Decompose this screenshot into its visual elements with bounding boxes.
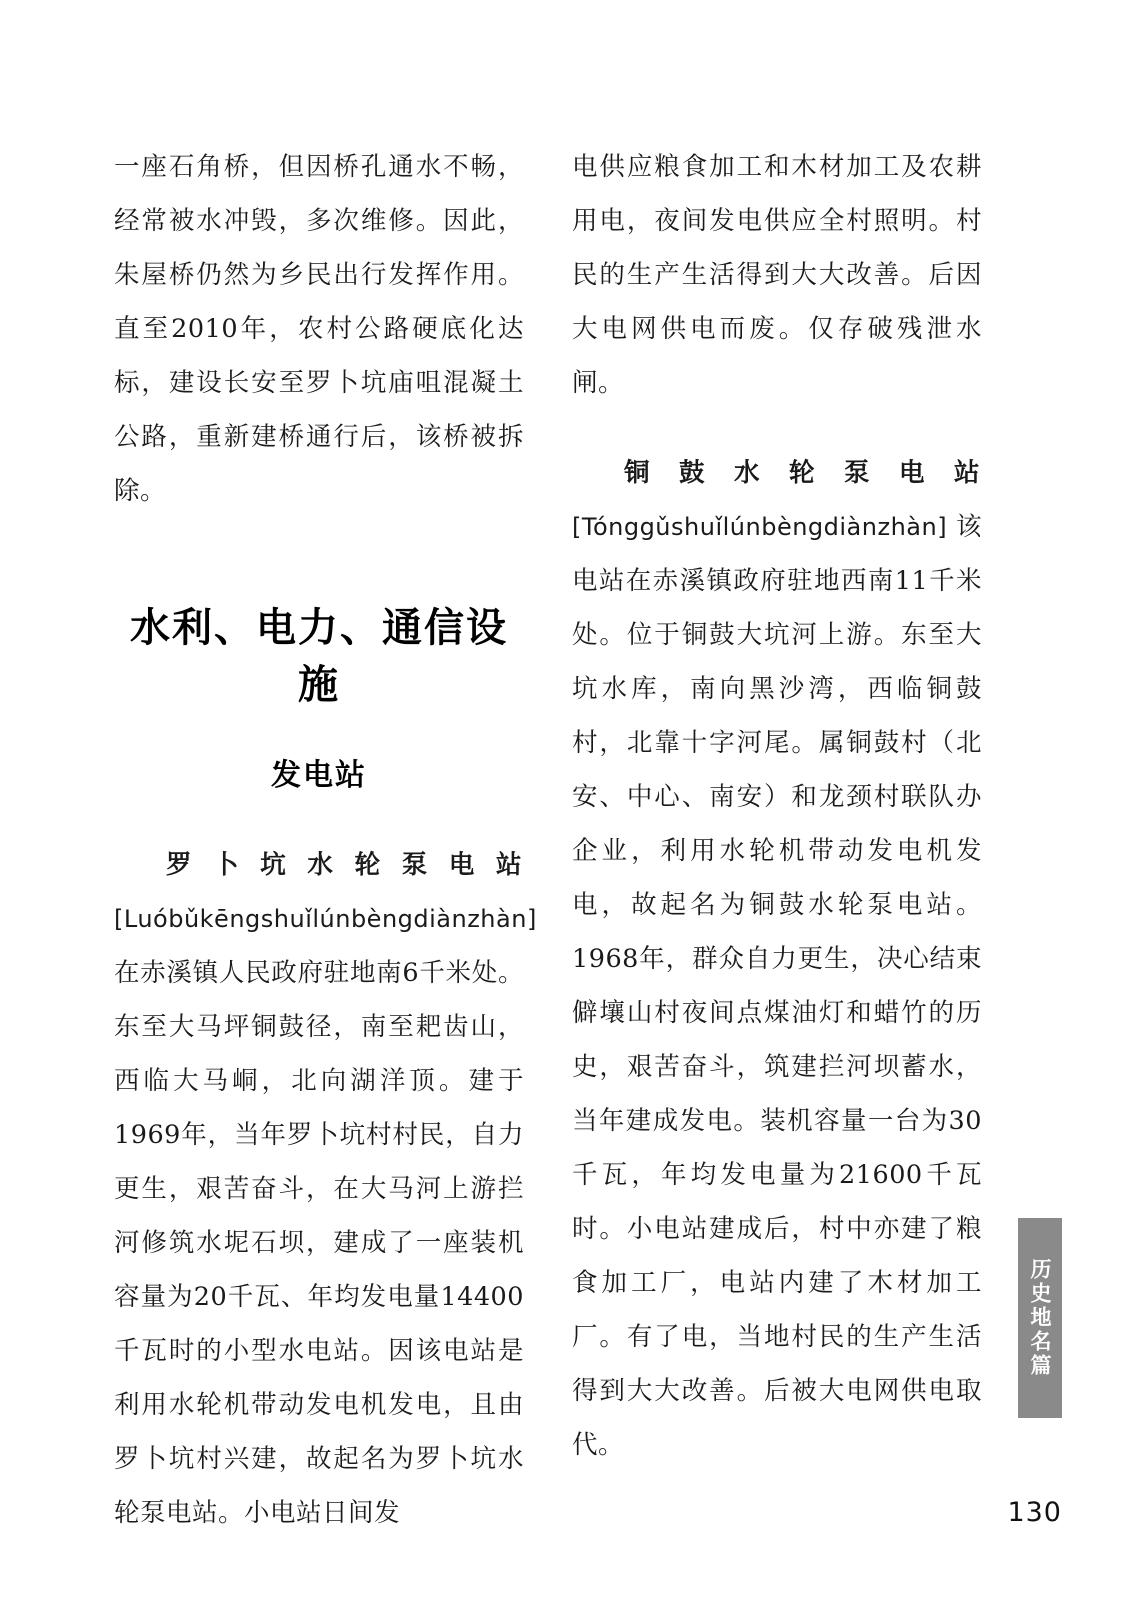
section-side-tab: 历史地名篇: [1018, 1218, 1062, 1418]
left-column: [114, 140, 537, 1528]
entry-tonggu: [572, 446, 982, 1472]
page-columns: [114, 140, 982, 1528]
paragraph-continued-right: 电供应粮食加工和木材加工及农耕用电，夜间发电供应全村照明。村民的生产生活得到大大改善。后因大电网供电而废。仅存破残泄水闸。: [572, 152, 982, 398]
entry-name-tonggu: 铜鼓水轮泵电站: [624, 458, 982, 488]
entry-text-tonggu: 该电站在赤溪镇政府驻地西南11千米处。位于铜鼓大坑河上游。东至大坑水库，南向黑沙湾，西临铜鼓村，北靠十字河尾。属铜鼓村（北安、中心、南安）和龙颈村联队办企业，利用水轮机带动发电机发电，故起名为铜鼓水轮泵电站。1968年，群众自力更生，决心结束僻壤山村夜间点煤油灯和蜡竹的历史，艰苦奋斗，筑建拦河坝蓄水，当年建成发电。装机容量一台为30千瓦，年均发电量为21600千瓦时。小电站建成后，村中亦建了粮食加工厂，电站内建了木材加工厂。有了电，当地村民的生产生活得到大大改善。后被大电网供电取代。: [572, 512, 982, 1460]
entry-pinyin-tonggu: [Tónggǔshuǐlúnbèngdiànzhàn]: [572, 513, 948, 541]
right-column: [572, 140, 982, 1460]
sub-section-title: 发电站: [271, 758, 367, 793]
entry-pinyin-luobukeng: [Luóbǔkēngshuǐlúnbèngdiànzhàn]: [114, 905, 537, 933]
page-number: 130: [1007, 1497, 1062, 1528]
entry-luobukeng: [114, 838, 537, 1540]
paragraph-continued-left: 一座石角桥，但因桥孔通水不畅，经常被水冲毁，多次维修。因此，朱屋桥仍然为乡民出行发挥作用。直至2010年，农村公路硬底化达标，建设长安至罗卜坑庙咀混凝土公路，重新建桥通行后，该桥被拆除。: [114, 152, 524, 506]
section-title: 水利、电力、通信设施: [130, 605, 508, 708]
entry-text-luobukeng: 在赤溪镇人民政府驻地南6千米处。东至大马坪铜鼓径，南至耙齿山，西临大马峒，北向湖洋顶。建于1969年，当年罗卜坑村村民，自力更生，艰苦奋斗，在大马河上游拦河修筑水坭石坝，建成了一座装机容量为20千瓦、年均发电量14400千瓦时的小型水电站。因该电站是利用水轮机带动发电机发电，且由罗卜坑村兴建，故起名为罗卜坑水轮泵电站。小电站日间发: [114, 958, 524, 1528]
entry-name-luobukeng: 罗卜坑水轮泵电站: [166, 850, 524, 880]
